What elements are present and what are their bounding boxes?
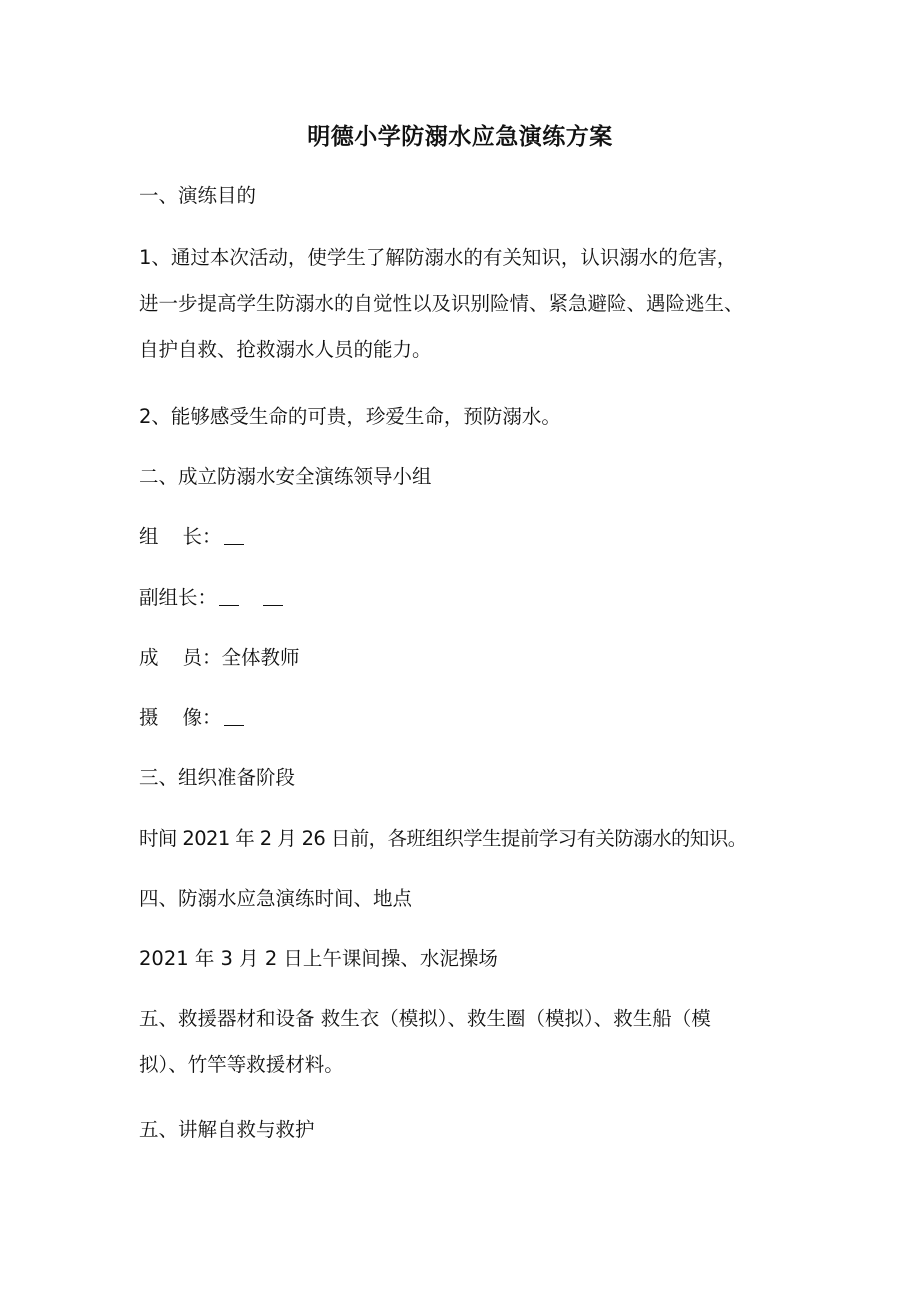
document-title: 明德小学防溺水应急演练方案 (307, 124, 613, 150)
vice-leader-blank-1 (219, 587, 239, 606)
camera-label-char-2: 像： (182, 706, 222, 729)
members-row (139, 646, 799, 670)
preparation-text: 时间 2021 年 2 月 26 日前，各班组织学生提前学习有关防溺水的知识。 (139, 827, 747, 850)
members-label-char-2: 员： (182, 646, 222, 669)
members-value: 全体教师 (221, 646, 300, 669)
leader-row (139, 525, 799, 549)
section-heading-leadership: 二、成立防溺水安全演练领导小组 (139, 465, 432, 488)
purpose-p1-line-1: 1、通过本次活动，使学生了解防溺水的有关知识，认识溺水的危害， (139, 246, 737, 269)
leader-label-char-2: 长： (182, 525, 222, 548)
purpose-p1-line-3: 自护自救、抢救溺水人员的能力。 (139, 338, 432, 361)
equipment-line-2: 拟）、竹竿等救援材料。 (139, 1053, 344, 1076)
section-heading-purpose: 一、演练目的 (139, 184, 257, 207)
section-heading-self-rescue: 五、讲解自救与救护 (139, 1118, 315, 1141)
equipment-paragraph (139, 996, 794, 1088)
section-heading-preparation: 三、组织准备阶段 (139, 766, 296, 789)
purpose-paragraph-2: 2、能够感受生命的可贵，珍爱生命，预防溺水。 (139, 405, 561, 428)
vice-leader-label: 副组长： (139, 586, 218, 609)
vice-leader-row (139, 586, 799, 610)
camera-row (139, 706, 799, 730)
time-place-text: 2021 年 3 月 2 日上午课间操、水泥操场 (139, 947, 498, 970)
members-label-char-1: 成 (139, 646, 159, 669)
camera-blank (224, 707, 244, 726)
camera-label-char-1: 摄 (139, 706, 159, 729)
vice-leader-blank-2 (263, 587, 283, 606)
section-heading-time-place: 四、防溺水应急演练时间、地点 (139, 887, 413, 910)
equipment-line-1: 五、救援器材和设备 救生衣（模拟）、救生圈（模拟）、救生船（模 (139, 1007, 711, 1030)
leader-blank (224, 526, 244, 545)
leader-label-char-1: 组 (139, 525, 159, 548)
purpose-p1-line-2: 进一步提高学生防溺水的自觉性以及识别险情、紧急避险、遇险逃生、 (139, 292, 744, 315)
purpose-paragraph-1 (139, 235, 794, 373)
